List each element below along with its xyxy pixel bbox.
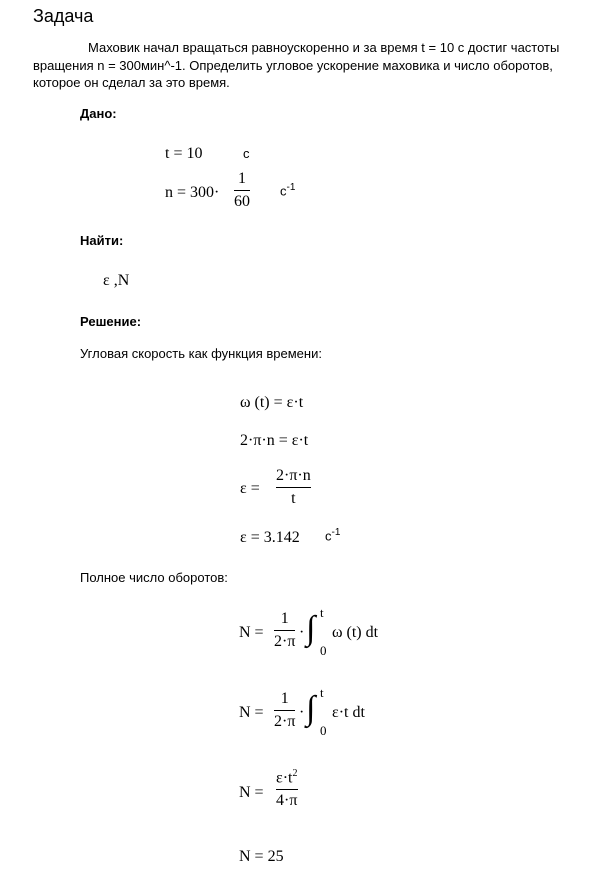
integral-lower-limit: 0 [320,643,327,658]
unit: с [280,183,287,199]
given-t-unit: с [243,146,250,161]
unit-exponent: -1 [286,182,296,193]
n-integral-2-fraction [274,690,295,731]
integral-sign-icon: ∫ [306,690,316,727]
given-t: t = 10 [165,145,203,162]
denominator: 2·π [274,713,296,730]
integral-upper-limit: t [320,685,324,700]
revolutions-label: Полное число оборотов: [80,570,228,585]
multiply-dot: · [299,624,305,641]
integrand: ω (t) dt [332,624,379,641]
find-expr: ε ,N [103,272,130,289]
numerator: 1 [280,690,289,707]
given-n: n = 300· [165,184,220,201]
n-result: N = 25 [239,848,284,865]
exponent: 2 [292,768,298,779]
denominator: t [291,490,296,507]
equation-2pin: 2·π·n = ε·t [240,432,309,449]
integrand: ε·t dt [332,704,365,721]
denominator: 2·π [274,633,296,650]
given-n-fraction [234,170,250,211]
fraction-bar [276,487,311,488]
problem-line-1: Маховик начал вращаться равноускоренно и за время t = 10 с достиг частоты [88,40,560,55]
n-formula-lhs: N = [239,784,264,801]
problem-line-2: вращения n = 300мин^-1. Определить угловое ускорение маховика и число оборотов, [33,58,553,73]
given-heading: Дано: [80,106,117,121]
page-title: Задача [33,6,94,26]
multiply-dot: · [299,704,305,721]
numerator: 1 [280,610,289,627]
fraction-bar [276,789,298,790]
integral-upper-limit: t [320,605,324,620]
equation-epsilon-fraction [276,467,311,508]
solution-heading: Решение: [80,314,142,329]
equation-epsilon-lhs: ε = [240,480,260,497]
n-integral-1-lhs: N = [239,624,264,641]
numerator [276,768,298,787]
epsilon-unit [325,527,340,543]
denominator: 60 [234,193,250,210]
equation-omega: ω (t) = ε·t [240,394,304,411]
find-heading: Найти: [80,233,124,248]
denominator: 4·π [276,792,298,810]
n-integral-1-fraction [274,610,295,651]
unit-exponent: -1 [331,527,341,538]
epsilon-result: ε = 3.142 [240,529,300,546]
given-n-unit [280,182,295,198]
problem-line-3: которое он сделал за это время. [33,75,230,90]
unit: с [325,528,332,544]
omega-label: Угловая скорость как функция времени: [80,346,322,361]
numerator: 1 [238,170,246,187]
integral-lower-limit: 0 [320,723,327,738]
fraction-bar [234,190,250,191]
fraction-bar [274,630,295,631]
n-formula-fraction [276,768,298,810]
numerator-base: ε·t [276,769,293,787]
integral-sign-icon: ∫ [306,610,316,647]
n-integral-2-lhs: N = [239,704,264,721]
fraction-bar [274,710,295,711]
numerator: 2·π·n [276,467,311,484]
